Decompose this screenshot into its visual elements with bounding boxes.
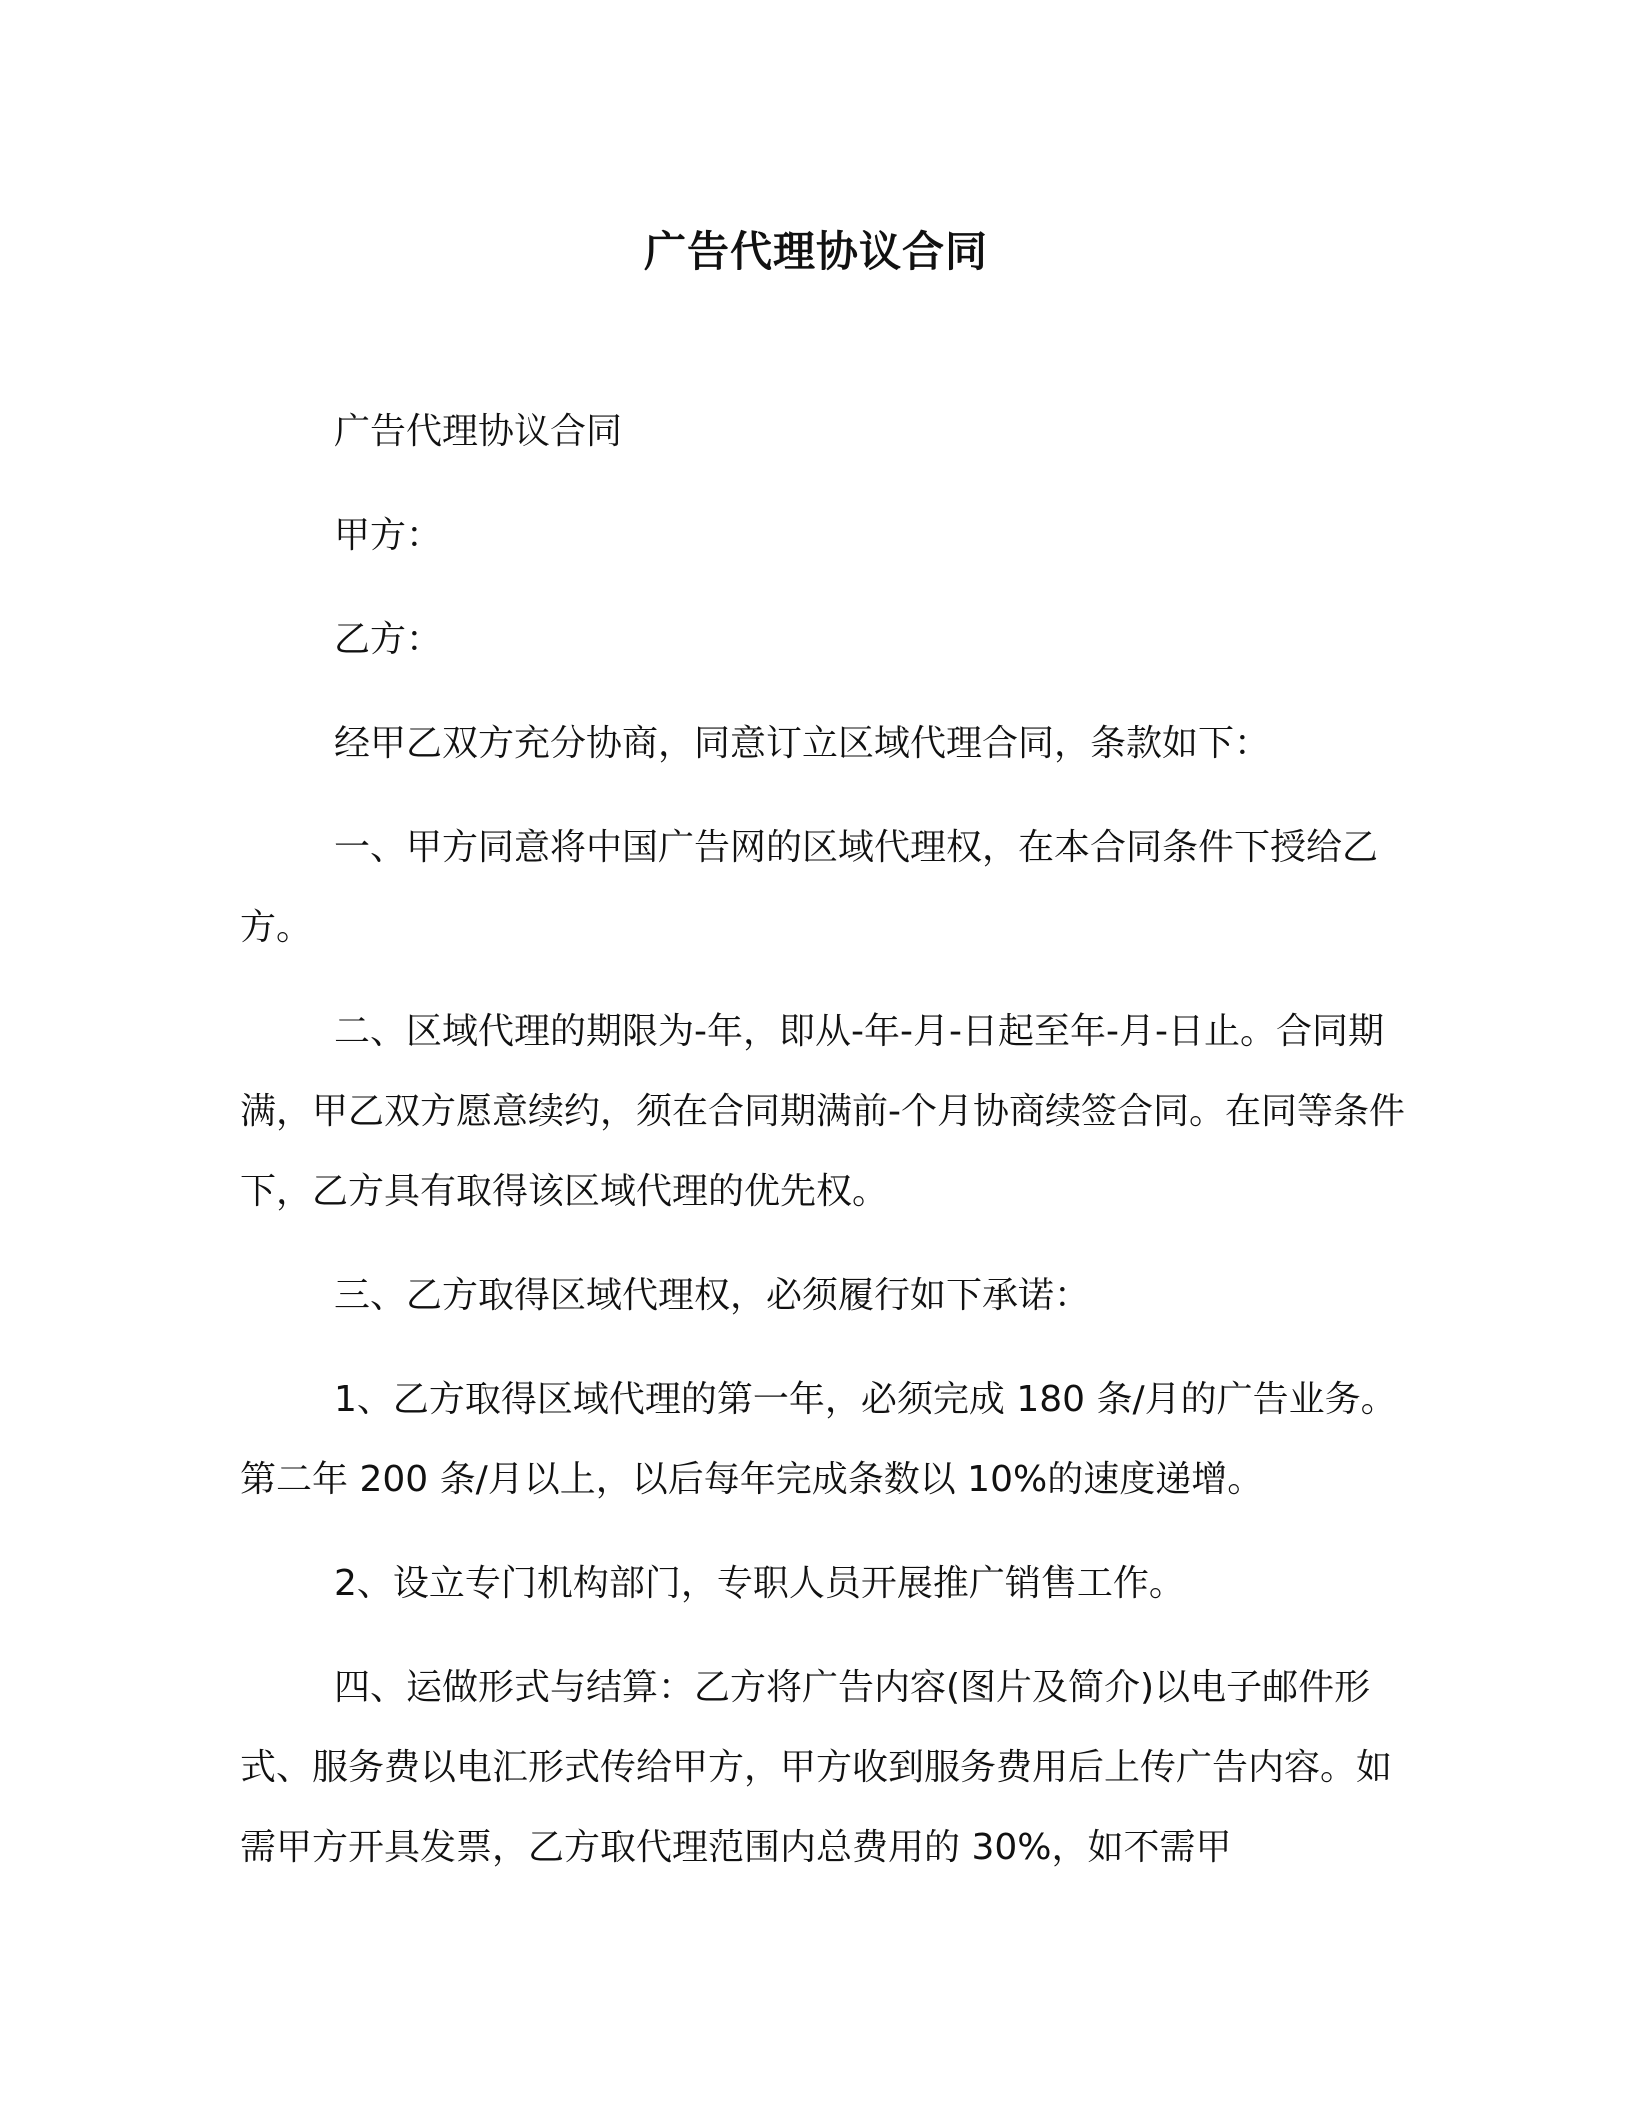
- paragraph-clause-3-item-2: 2、设立专门机构部门，专职人员开展推广销售工作。: [334, 1563, 1185, 1604]
- paragraph-clause-3-item-1: 1、乙方取得区域代理的第一年，必须完成 180 条/月的广告业务。第二年 200 条/月以上，以后每年完成条数以 10%的速度递增。: [240, 1379, 1397, 1500]
- paragraph-party-b: 乙方：: [334, 619, 443, 660]
- paragraph-clause-3: 三、乙方取得区域代理权，必须履行如下承诺：: [334, 1275, 1091, 1316]
- paragraph-clause-1: 一、甲方同意将中国广告网的区域代理权，在本合同条件下授给乙方。: [240, 827, 1379, 948]
- paragraph-party-a: 甲方：: [334, 515, 443, 556]
- paragraph-heading: 广告代理协议合同: [334, 411, 623, 452]
- paragraph-preamble: 经甲乙双方充分协商，同意订立区域代理合同，条款如下：: [334, 723, 1271, 764]
- paragraph-clause-4: 四、运做形式与结算：乙方将广告内容(图片及简介)以电子邮件形式、服务费以电汇形式传给甲方，甲方收到服务费用后上传广告内容。如需甲方开具发票，乙方取代理范围内总费用的 30%，如不需甲: [240, 1667, 1393, 1868]
- paragraph-clause-2: 二、区域代理的期限为-年，即从-年-月-日起至年-月-日止。合同期满，甲乙双方愿意续约，须在合同期满前-个月协商续签合同。在同等条件下，乙方具有取得该区域代理的优先权。: [240, 1011, 1405, 1212]
- document-title: 广告代理协议合同: [643, 227, 988, 276]
- document-body: [240, 392, 1410, 1912]
